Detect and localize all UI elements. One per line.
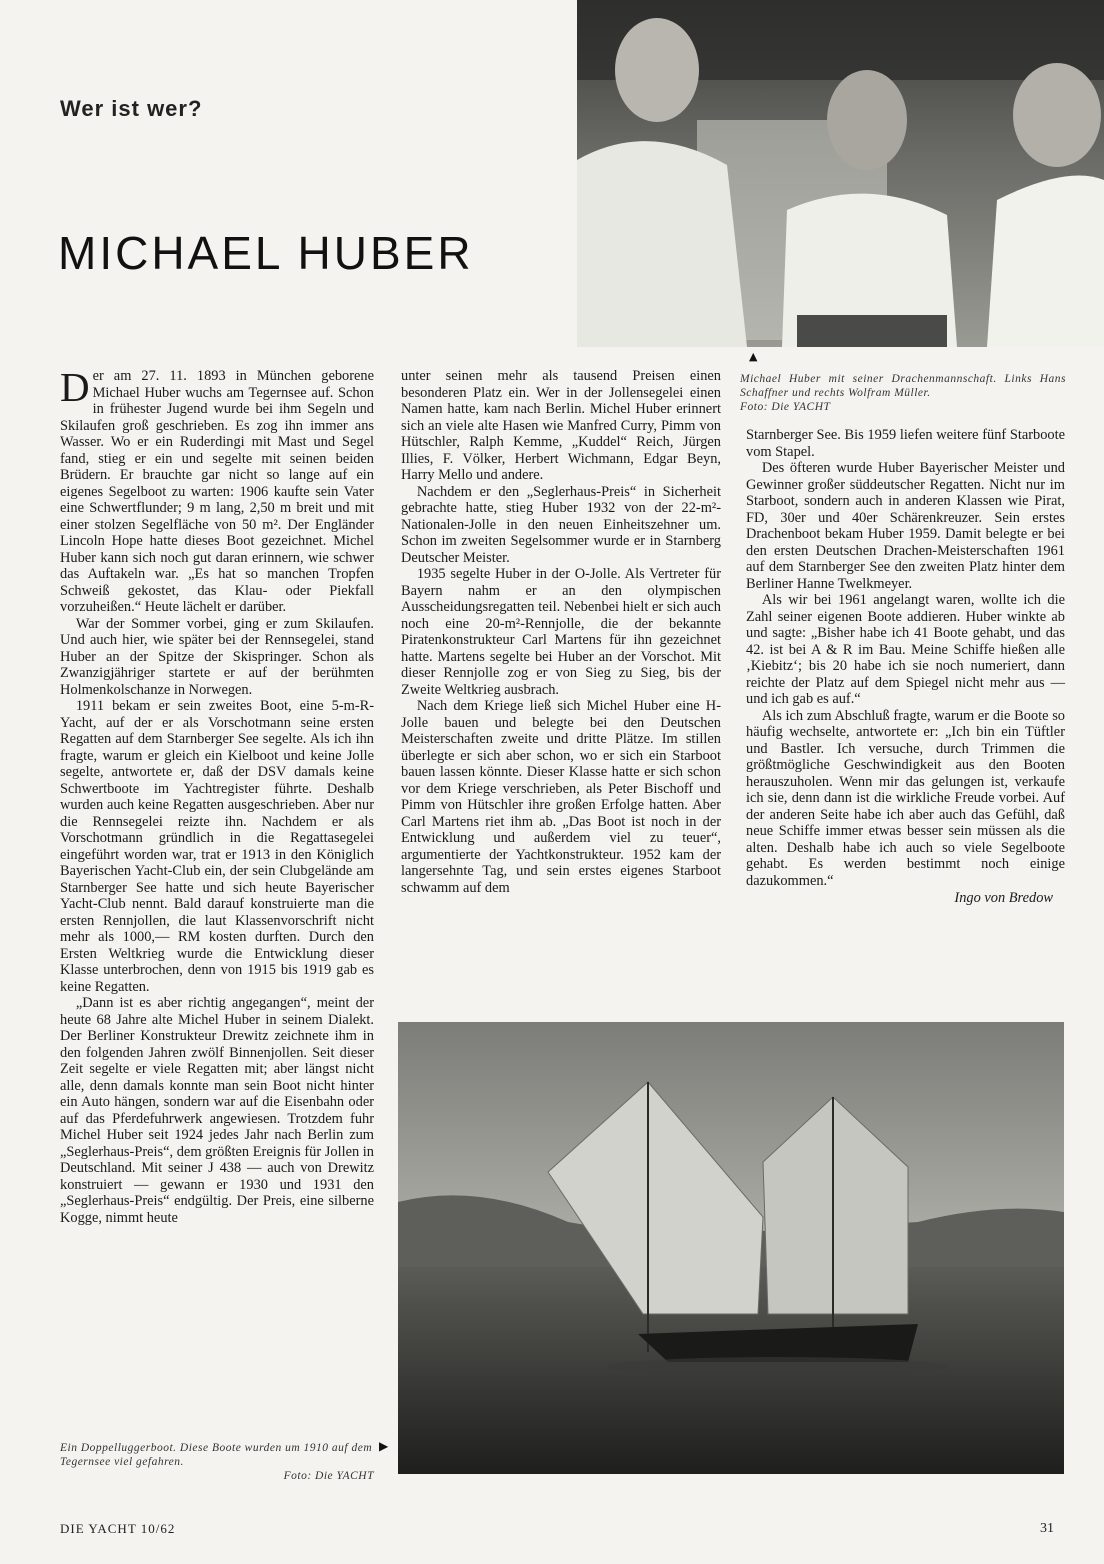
paragraph: unter seinen mehr als tausend Preisen einen besonderen Platz ein. Wer in der Jollensegelei einen Namen hatte, kam nach Berlin. Michel Huber erinnert sich an viele alte Hasen wie Manfred Curry, Pimm von Hütschler, Ralph Kemme, „Kuddel“ Reich, Jürgen Illies, F. Völker, Herbert Wichmann, Edgar Beyn, Harry Mello und andere. [401, 368, 721, 483]
lugger-photo-caption [60, 1441, 378, 1483]
kicker-heading: Wer ist wer? [60, 96, 203, 121]
article-column-3 [746, 427, 1065, 907]
article-column-1 [60, 364, 374, 1226]
page-number: 31 [1040, 1521, 1054, 1536]
paragraph: Als ich zum Abschluß fragte, warum er die Boote so häufig wechselte, antwortete er: „Ich bin ein Tüftler und Bastler. Ich versuche, durch Trimmen die größtmögliche Geschwindigkeit aus den Booten herauszuholen. Wenn mir das gelungen ist, verkaufe ich sie, denn dann ist die wirkliche Freude vorbei. Auf der anderen Seite habe ich aber auch das Gefühl, daß neue Schiffe immer etwas besser sein müssen als die alten. Deshalb habe ich auch so viele Segelboote gehabt. Es werden bestimmt noch einige dazukommen.“ [746, 707, 1065, 889]
crew-photo-caption [740, 372, 1066, 414]
photo-credit: Foto: Die YACHT [740, 401, 831, 413]
crew-photo [577, 0, 1104, 347]
caption-arrow-right: ▶ [379, 1439, 389, 1453]
author-signature: Ingo von Bredow [954, 890, 1053, 906]
lugger-boat-photo [398, 1022, 1064, 1474]
caption-text: Ein Doppelluggerboot. Diese Boote wurden um 1910 auf dem Tegernsee viel gefahren. [60, 1442, 373, 1468]
paragraph: War der Sommer vorbei, ging er zum Skilaufen. Und auch hier, wie später bei der Rennsegelei, stand Huber an der Spitze der Skispringer. Schon als Zwanzigjähriger startete er auf der berühmten Holmenkolschanze in Norwegen. [60, 615, 374, 698]
drop-cap: D [60, 364, 90, 410]
paragraph: Der am 27. 11. 1893 in München geborene Michael Huber wuchs am Tegernsee auf. Schon in frühester Jugend wurde bei ihm Segeln und Skilaufen groß geschrieben. Es zog ihn immer ans Wasser. Wo er ein Ruderdingi mit Mast und Segel fand, stieg er ein und segelte mit seinen beiden Brüdern. Er brauchte gar nicht so lange auf ein eigenes Segelboot zu warten: 1906 kaufte sein Vater eine Schwertflunder; 9 m lang, 2,50 m breit und mit einer stolzen Segelfläche von 50 m². Der Engländer Lincoln Hope hatte dieses Boot gezeichnet. Michel Huber kann sich noch gut daran erinnern, wie schwer das Auftakeln war. „Es hat so manchen Tropfen Schweiß gekostet, das Klau- oder Piekfall vorzuheißen.“ Heute lächelt er darüber. [60, 364, 374, 615]
paragraph: Als wir bei 1961 angelangt waren, wollte ich die Zahl seiner eigenen Boote addieren. Huber winkte ab und sagte: „Bisher habe ich 41 Boote gehabt, und das 42. ist bei A & R im Bau. Meine Schiffe hießen alle ‚Kiebitz‘; bis 20 habe ich sie noch numeriert, dann reichte der Platz auf dem Spiegel nicht mehr aus — und ich gab es auf.“ [746, 592, 1065, 707]
paragraph: Des öfteren wurde Huber Bayerischer Meister und Gewinner großer süddeutscher Regatten. Nicht nur im Starboot, sondern auch in anderen Klassen wie Pirat, FD, 30er und 40er Schärenkreuzer. Sein erstes Drachenboot bekam Huber 1959. Damit belegte er bei den ersten Deutschen Drachen-Meisterschaften 1961 auf dem Starnberger See den zweiten Platz hinter dem Berliner Hanne Twelkmeyer. [746, 460, 1065, 592]
paragraph: Nach dem Kriege ließ sich Michel Huber eine H-Jolle bauen und belegte bei den Deutschen Meisterschaften zweite und dritte Plätze. Im stillen überlegte er sich aber schon, wo er sich ein Starboot bauen lassen könnte. Dieser Klasse hatte er sich schon vor dem Kriege verschrieben, als Peter Bischoff und Pimm von Hütschler ihre großen Erfolge hatten. Aber Carl Martens riet ihm ab. „Das Boot ist noch in der Entwicklung und außerdem viel zu teuer“, argumentierte der Yachtkonstrukteur. 1952 kam der langersehnte Tag, und sein erstes eigenes Starboot schwamm auf dem [401, 698, 721, 896]
paragraph: „Dann ist es aber richtig angegangen“, meint der heute 68 Jahre alte Michel Huber in seinem Dialekt. Der Berliner Konstrukteur Drewitz zeichnete ihm in den folgenden Jahren zwölf Binnenjollen. Seit dieser Zeit segelte er viele Regatten mit; aber längst nicht alle, denn damals konnte man sein Boot nicht hinter ein Auto hängen, sondern war auf die Eisenbahn oder auf das Pferdefuhrwerk angewiesen. Trotzdem fuhr Michel Huber seit 1924 jedes Jahr nach Berlin zum „Seglerhaus-Preis“, dem größten Ereignis für Jollen in Deutschland. Mit seiner J 438 — auch von Drewitz konstruiert — gewann er 1930 und 1931 den „Seglerhaus-Preis“ endgültig. Der Preis, eine silberne Kogge, nimmt heute [60, 995, 374, 1226]
paragraph: 1935 segelte Huber in der O-Jolle. Als Vertreter für Bayern nahm er an den olympischen Ausscheidungsregatten teil. Nebenbei hielt er sich auch noch eine 20-m²-Rennjolle, die der bekannte Piratenkonstrukteur Carl Martens für ihn gezeichnet hatte. Martens segelte bei Huber an der Vorschot. Mit dieser Rennjolle zog er von Sieg zu Sieg, bis der Zweite Weltkrieg ausbrach. [401, 566, 721, 698]
page-title: MICHAEL HUBER [58, 227, 474, 279]
photo-credit: Foto: Die YACHT [283, 1470, 374, 1482]
article-column-2 [401, 368, 721, 896]
paragraph: 1911 bekam er sein zweites Boot, eine 5-m-R-Yacht, auf der er als Vorschotmann seine ersten Regatten auf dem Starnberger See segelte. Als ich ihn fragte, warum er gleich ein Kielboot und keine Jolle segelte, antwortete er, daß der DSV damals keine Schwertboote im Yachtregister führte. Deshalb wurden auch keine Regatten ausgeschrieben. Aber nur die Rennsegelei reizte ihn. Nachdem er als Vorschotmann gründlich in die Regattasegelei eingeführt worden war, trat er 1913 in den Königlich Bayerischen Yacht-Club ein, der sein Clubgelände am Starnberger See hatte und sich heute Bayerischer Yacht-Club nennt. Bald darauf konstruierte man die ersten Rennjollen, die laut Klassenvorschrift nicht mehr als 1000,— RM kosten durften. Durch den Ersten Weltkrieg wurde die Entwicklung dieser Klasse unterbrochen, denn von 1915 bis 1919 gab es keine Regatten. [60, 698, 374, 995]
caption-text: Michael Huber mit seiner Drachenmannschaft. Links Hans Schaffner und rechts Wolfram Müller. [740, 373, 1066, 399]
magazine-issue: DIE YACHT 10/62 [60, 1521, 176, 1536]
paragraph: Nachdem er den „Seglerhaus-Preis“ in Sicherheit gebrachte hatte, stieg Huber 1932 von der 22-m²-Nationalen-Jolle in den neuen Einheitszehner um. Schon im zweiten Segelsommer wurde er in Starnberg Deutscher Meister. [401, 483, 721, 566]
caption-arrow-up: ▲ [749, 350, 758, 363]
paragraph: Starnberger See. Bis 1959 liefen weitere fünf Starboote vom Stapel. [746, 427, 1065, 460]
